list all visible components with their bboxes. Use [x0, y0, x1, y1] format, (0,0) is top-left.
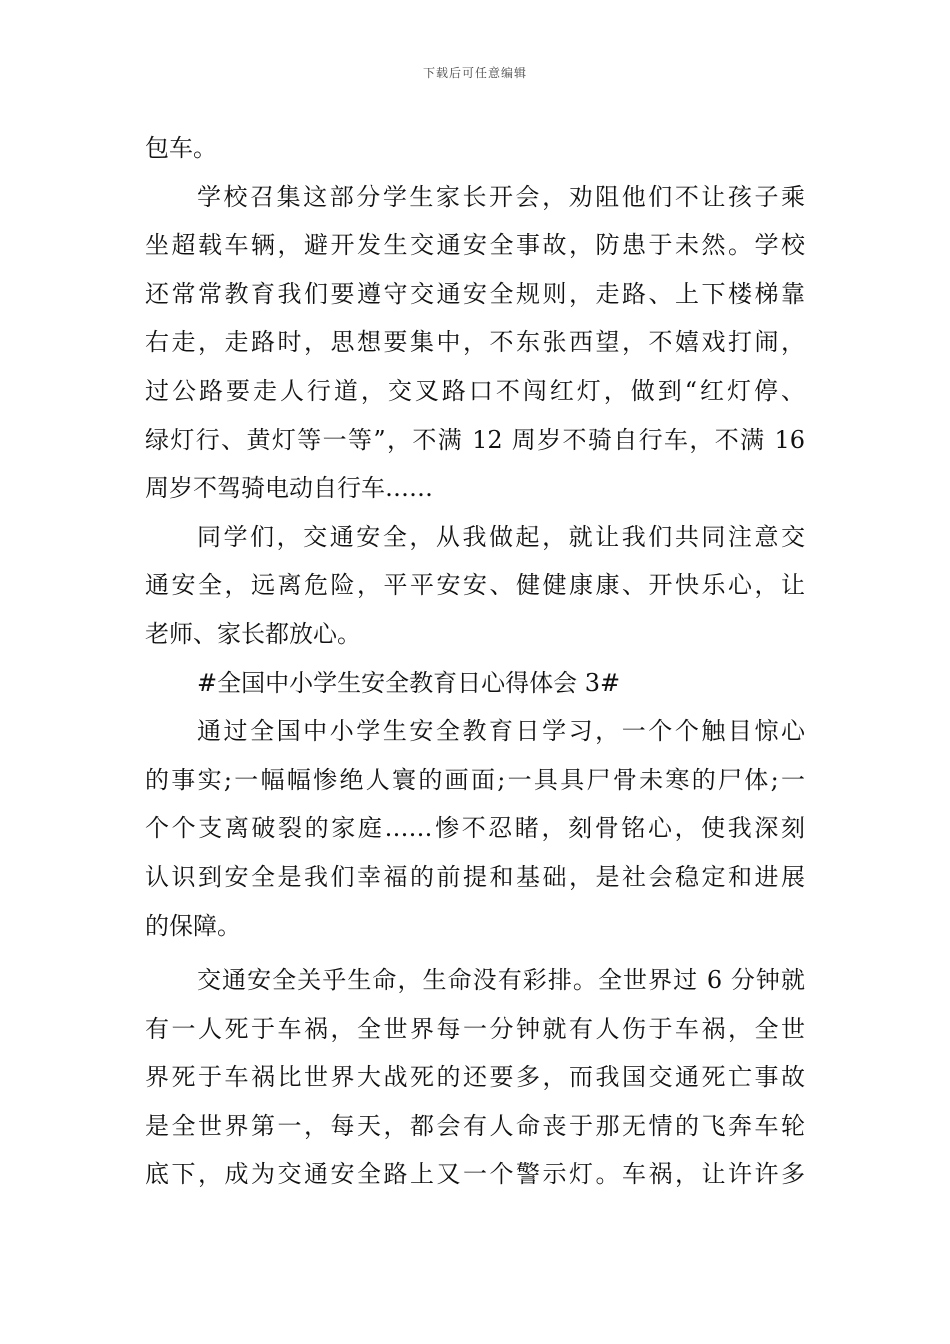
paragraph-line: 交通安全关乎生命，生命没有彩排。全世界过 6 分钟就	[197, 966, 805, 995]
paragraph-line: 有一人死于车祸，全世界每一分钟就有人伤于车祸，全世	[145, 1014, 805, 1043]
paragraph-line: 周岁不驾骑电动自行车……	[145, 474, 433, 503]
section-heading: #全国中小学生安全教育日心得体会 3#	[197, 668, 621, 697]
paragraph-line: 同学们，交通安全，从我做起，就让我们共同注意交	[197, 522, 805, 551]
paragraph-line: 还常常教育我们要遵守交通安全规则，走路、上下楼梯靠	[145, 279, 805, 308]
paragraph-line: 包车。	[145, 134, 217, 162]
paragraph-line: 的保障。	[145, 911, 241, 940]
paragraph-line: 是全世界第一，每天，都会有人命丧于那无情的飞奔车轮	[145, 1111, 805, 1140]
paragraph-line: 底下，成为交通安全路上又一个警示灯。车祸，让许许多	[145, 1160, 805, 1189]
paragraph-line: 绿灯行、黄灯等一等”，不满 12 周岁不骑自行车，不满 16	[145, 425, 805, 454]
paragraph-line: 老师、家长都放心。	[145, 619, 361, 648]
paragraph-line: 过公路要走人行道，交叉路口不闯红灯，做到“红灯停、	[145, 376, 805, 405]
paragraph-line: 学校召集这部分学生家长开会，劝阻他们不让孩子乘	[197, 182, 805, 211]
paragraph-line: 界死于车祸比世界大战死的还要多，而我国交通死亡事故	[145, 1063, 805, 1092]
paragraph-line: 通过全国中小学生安全教育日学习，一个个触目惊心	[197, 717, 805, 746]
page-header: 下载后可任意编辑	[422, 66, 527, 80]
paragraph-line: 坐超载车辆，避开发生交通安全事故，防患于未然。学校	[145, 231, 805, 260]
paragraph-line: 认识到安全是我们幸福的前提和基础，是社会稳定和进展	[145, 862, 805, 891]
paragraph-line: 右走，走路时，思想要集中，不东张西望，不嬉戏打闹，	[145, 328, 805, 357]
paragraph-line: 通安全，远离危险，平平安安、健健康康、开快乐心，让	[145, 571, 805, 600]
paragraph-line: 的事实;一幅幅惨绝人寰的画面;一具具尸骨未寒的尸体;一	[145, 765, 805, 794]
document-body	[145, 124, 805, 1199]
paragraph-line: 个个支离破裂的家庭……惨不忍睹，刻骨铭心，使我深刻	[145, 814, 805, 843]
